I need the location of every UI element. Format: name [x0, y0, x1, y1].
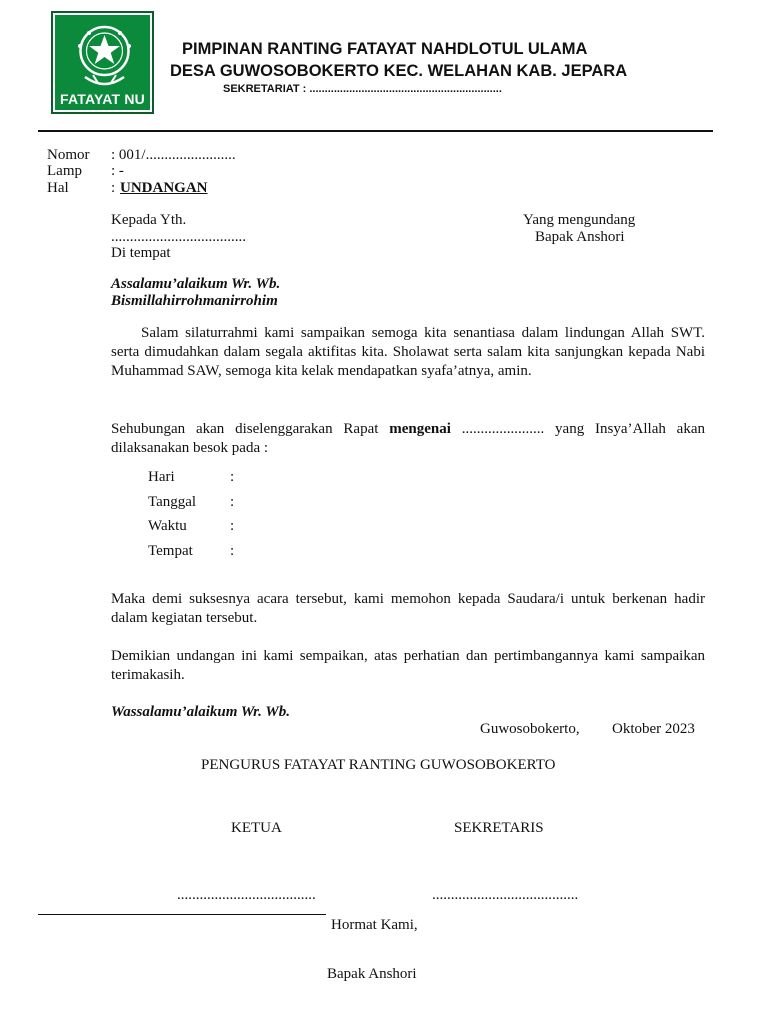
- divider-line: [38, 914, 326, 915]
- schedule-colon: :: [230, 543, 235, 559]
- closing-salam: Wassalamu’alaikum Wr. Wb.: [111, 704, 290, 720]
- sekretaris-signature-line: .......................................: [432, 887, 579, 903]
- paragraph-purpose: [111, 420, 705, 458]
- schedule-colon: :: [230, 518, 235, 534]
- basmalah: Bismillahirrohmanirrohim: [111, 293, 278, 309]
- nomor-label: Nomor: [47, 147, 90, 163]
- schedule-colon: :: [230, 494, 235, 510]
- signer-name: Bapak Anshori: [327, 966, 417, 982]
- paragraph-request: Maka demi suksesnya acara tersebut, kami memohon kepada Saudara/i untuk berkenan hadir dalam kegiatan tersebut.: [111, 591, 705, 626]
- logo-background: [55, 15, 150, 110]
- schedule-label: Waktu: [148, 518, 187, 534]
- organization-name: PENGURUS FATAYAT RANTING GUWOSOBOKERTO: [201, 757, 556, 773]
- logo-text: FATAYAT NU: [60, 91, 145, 107]
- ketua-title: KETUA: [231, 820, 282, 836]
- letterhead-divider: [38, 130, 713, 132]
- star-emblem-icon: [67, 21, 142, 91]
- schedule-colon: :: [230, 469, 235, 485]
- schedule-label: Tempat: [148, 543, 193, 559]
- letter-date: Oktober 2023: [612, 721, 695, 737]
- letterhead-secretariat: SEKRETARIAT : ...............................................................: [223, 83, 502, 95]
- purpose-keyword: mengenai: [389, 421, 451, 437]
- nomor-value: : 001/........................: [111, 147, 236, 163]
- paragraph-opening: Salam silaturrahmi kami sampaikan semoga kita senantiasa dalam lindungan Allah SWT. serta dimudahkan dalam segala aktifitas kita. Sholawat serta salam kita sanjungkan kepada Nabi Muhammad SAW, semoga kita kelak mendapatkan syafa’atnya, amin.: [111, 325, 705, 379]
- schedule-label: Tanggal: [148, 494, 197, 510]
- inviter-name: Bapak Anshori: [535, 229, 625, 245]
- letter-place: Guwosobokerto,: [480, 721, 580, 737]
- sekretaris-title: SEKRETARIS: [454, 820, 544, 836]
- hal-colon: :: [111, 180, 116, 196]
- opening-salam: Assalamu’alaikum Wr. Wb.: [111, 276, 281, 292]
- lamp-value: : -: [111, 163, 124, 179]
- hal-label: Hal: [47, 180, 69, 196]
- lamp-label: Lamp: [47, 163, 82, 179]
- recipient-heading: Kepada Yth.: [111, 212, 187, 228]
- purpose-text-end: ...................... yang Insya’Allah akan dilaksanakan besok pada :: [111, 421, 705, 456]
- letterhead-subtitle: DESA GUWOSOBOKERTO KEC. WELAHAN KAB. JEPARA: [170, 62, 628, 80]
- ketua-signature-line: .....................................: [177, 887, 316, 903]
- schedule-label: Hari: [148, 469, 175, 485]
- hal-value: UNDANGAN: [120, 180, 208, 196]
- purpose-text-start: Sehubungan akan diselenggarakan Rapat: [111, 421, 390, 437]
- paragraph-closing: Demikian undangan ini kami sempaikan, atas perhatian dan pertimbangannya kami sampaikan terimakasih.: [111, 648, 705, 683]
- recipient-placeholder: ....................................: [111, 229, 246, 245]
- hormat-kami: Hormat Kami,: [331, 917, 418, 933]
- fatayat-nu-logo: [51, 11, 154, 114]
- recipient-location: Di tempat: [111, 245, 171, 261]
- letterhead-title: PIMPINAN RANTING FATAYAT NAHDLOTUL ULAMA: [182, 40, 588, 58]
- inviter-label: Yang mengundang: [523, 212, 636, 228]
